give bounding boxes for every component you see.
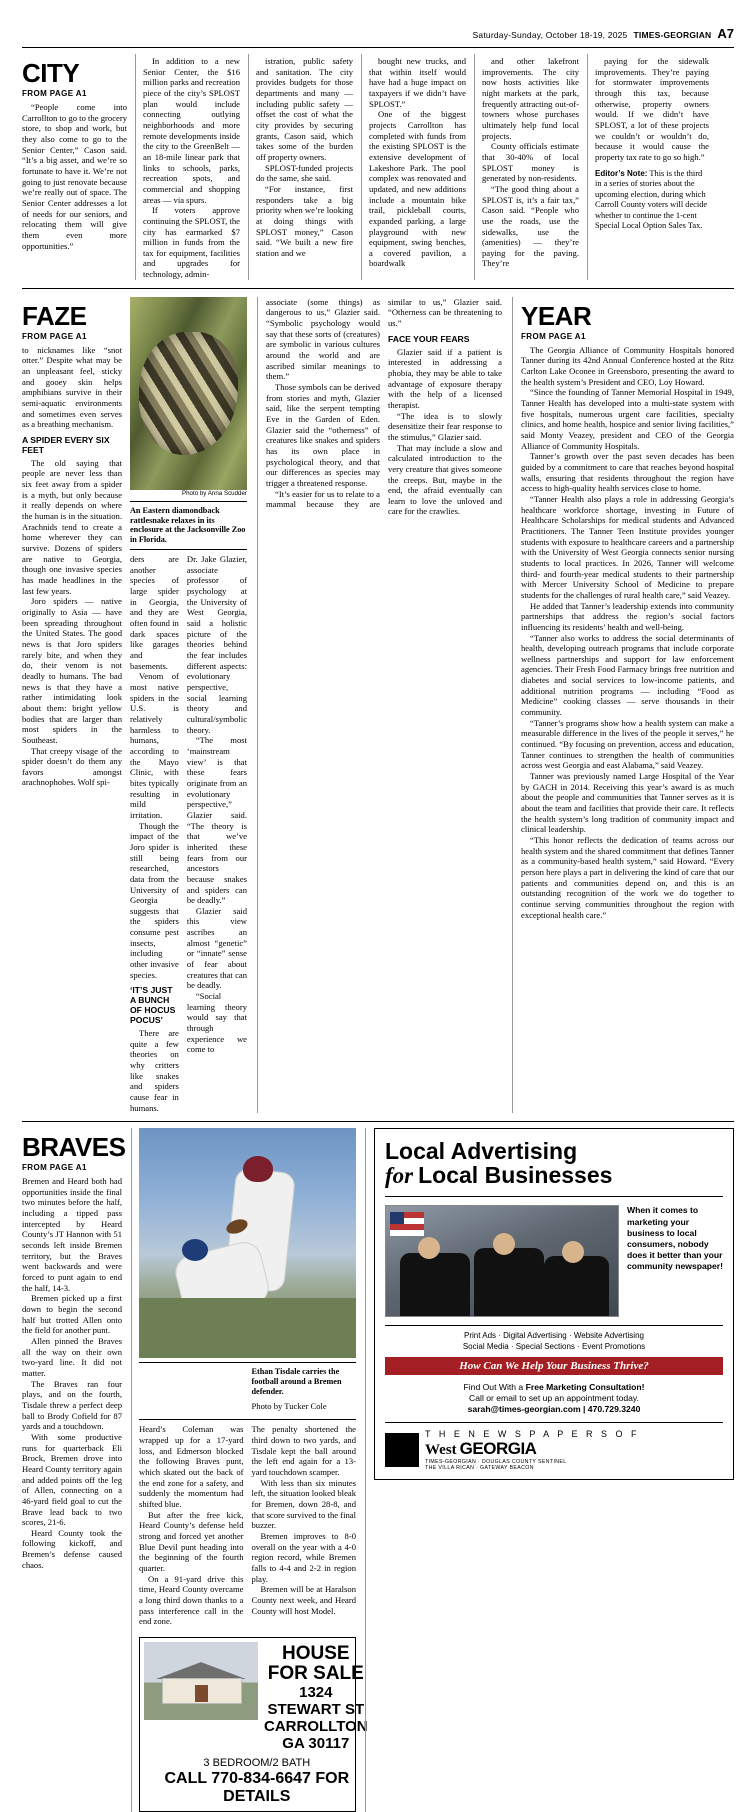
- city-jump-line: FROM PAGE A1: [22, 89, 87, 98]
- paragraph: associate (some things) as dangerous to us,” Glazier said. “Symbolic psychology would say that these sorts of (creatures) are symbolic in various cultures around the world and are ascribed similar meanings to them.”: [266, 296, 380, 382]
- paragraph: “The most ‘mainstream view’ is that these fears originate from an evolutionary perspective,” Glazier said. “The theory is that we’ve inherited these fears from our ancestors because snakes and spiders can be deadly.”: [186, 735, 247, 906]
- city-col1-text: [22, 102, 127, 251]
- city-bottom-rule: [22, 288, 734, 289]
- paragraph: “Tanner’s programs show how a health system can make a measurable difference in the lives of the people it serves,” he continued. “By focusing on prevention, access and education, Tanner continues to strengthen the health of communities across west Georgia and east Alabama,” said Veazey.: [521, 717, 734, 771]
- paragraph: Allen pinned the Braves all the way on their own two-yard line. It did not matter.: [22, 1336, 122, 1378]
- brand-west: West: [425, 1442, 457, 1459]
- lower-band: [22, 1128, 734, 1812]
- local-ad-sidebar-text: When it comes to marketing your business to local consumers, nobody does it better than your community newspaper!: [627, 1205, 723, 1272]
- editors-note-label: Editor’s Note:: [595, 168, 648, 178]
- paragraph: Bremen will be at Haralson County next week, and Heard County will host Model.: [251, 1584, 356, 1616]
- local-ad-title-2a: for: [385, 1163, 414, 1189]
- paragraph: The Georgia Alliance of Community Hospitals honored Tanner during its 42nd Annual Conference hosted at the Ritz Carlton Lake Oconee in Greensboro, presenting the award to the health system’s President and CEO, Loy Howard.: [521, 344, 734, 387]
- house-photo: [144, 1642, 258, 1720]
- paragraph: There are quite a few theories on why critters like snakes and spiders cause fear in humans.: [130, 1027, 179, 1113]
- city-col-3: [248, 54, 353, 280]
- paragraph: Though the impact of the Joro spider is still being researched, data from the University of Georgia suggests that the spiders consume pest insects, including other invasive species.: [130, 820, 179, 980]
- paragraph: Those symbols can be derived from stories and myth, Glazier said, like the serpent tempting Eve in the Garden of Eden. Glazier said the “otherness” of creatures like snakes and spiders has its own place in psychological theory, and that our differences as species may trigger a threatened response.: [266, 382, 380, 488]
- paragraph: The Braves ran four plays, and on the fourth, Tisdale threw a perfect deep ball to Brody Cofield for 87 yards and a touchdown.: [22, 1378, 122, 1432]
- band-bottom-rule: [22, 1121, 734, 1122]
- paragraph: Venom of most native spiders in the U.S. is relatively harmless to humans, according to the Mayo Clinic, with bites typically resulting in mild irritation.: [130, 671, 179, 820]
- local-ad-services-1: Print Ads · Digital Advertising · Website Advertising: [464, 1331, 644, 1341]
- paragraph: “Social learning theory would say that through experience we come to: [186, 991, 247, 1055]
- paragraph: Glazier said if a patient is interested in addressing a phobia, they may be able to take advantage of exposure therapy with the help of a licensed therapist.: [388, 346, 502, 410]
- brand-eyebrow: T H E N E W S P A P E R S O F: [425, 1429, 640, 1440]
- paragraph: Glazier said this view ascribes an almost “genetic” or “innate” sense of fear about creatures that can be deadly.: [186, 905, 247, 991]
- paragraph: That creepy visage of the spider doesn’t do them any favors amongst arachnophobes. Wolf spi-: [22, 745, 122, 788]
- year-jump-line: FROM PAGE A1: [521, 331, 586, 341]
- city-section: [22, 48, 734, 280]
- faze-jump-line: FROM PAGE A1: [22, 331, 87, 341]
- faze-subhead-3: FACE YOUR FEARS: [388, 333, 470, 344]
- paragraph: and other lakefront improvements. The city now hosts activities like night markets at the park, frequently attracting out-of-towners whose purchases ultimately help fund local projects.: [482, 56, 579, 141]
- brand-sub-1: TIMES-GEORGIAN · DOUGLAS COUNTY SENTINEL: [425, 1459, 567, 1466]
- paragraph: But after the free kick, Heard County’s defense held strong and forced yet another Blue Devil punt heading into the beginning of the fourth quarter.: [139, 1509, 244, 1573]
- faze-section: [22, 297, 247, 1113]
- faze-col-2: [130, 554, 179, 1113]
- paragraph: He added that Tanner’s leadership extends into community partnerships that address the region’s social factors influencing its residents’ health and well-being.: [521, 600, 734, 632]
- paragraph: If voters approve continuing the SPLOST, the city has earmarked $7 million in funds from the tax for equipment, facilities and upgrades for technology, admin-: [143, 205, 240, 280]
- paragraph: Tanner was previously named Large Hospital of the Year by GACH in 2014. Receiving this year’s award is as much about the people and communities that Tanner serves as it is about the team and facilities that provide their care. It reflects the health system’s long tradition of community impact and clinical leadership.: [521, 771, 734, 835]
- faze-col-3: [187, 554, 247, 1113]
- paragraph: Heard’s Coleman was wrapped up for a 17-yard loss, and Edmerson blocked the following Braves punt, which skated out the back of the end zone for a safety, and suddenly the momentum had shifted blue.: [139, 1424, 244, 1509]
- brand-lockup: [385, 1429, 723, 1471]
- paragraph: Heard County took the following kickoff, and Bremen’s defense caused chaos.: [22, 1527, 122, 1570]
- paragraph: With less than six minutes left, the situation looked bleak for Bremen, down 28-8, and that score survived to the final buzzer.: [251, 1477, 356, 1531]
- faze-subhead-2: ‘IT’S JUST A BUNCH OF HOCUS POCUS’: [130, 985, 176, 1026]
- local-ad-cta-line2: Call or email to set up an appointment today.: [469, 1393, 639, 1404]
- braves-section: [22, 1128, 126, 1812]
- masthead-paper: TIMES-GEORGIAN: [633, 30, 712, 40]
- local-advertising-ad[interactable]: [374, 1128, 734, 1480]
- local-advertising-ad-wrap: [365, 1128, 734, 1812]
- faze-subhead-1: A SPIDER EVERY SIX FEET: [22, 435, 110, 455]
- house-ad-cta[interactable]: CALL 770-834-6647 FOR DETAILS: [164, 1769, 350, 1805]
- local-ad-title-1: Local Advertising: [385, 1138, 578, 1165]
- braves-col-3: [252, 1424, 357, 1626]
- local-ad-cta-bold: Free Marketing Consultation!: [525, 1382, 645, 1393]
- paragraph: bought new trucks, and that within itself would have had a huge impact on taxpayers if we didn’t have SPLOST.”: [369, 56, 466, 109]
- paragraph: Tanner’s growth over the past seven decades has been guided by a commitment to care that reaches beyond hospital walls, ensuring that residents throughout the region have access to high-quality health services close to home.: [521, 451, 734, 494]
- local-ad-services-2: Social Media · Special Sections · Event Promotions: [462, 1342, 646, 1352]
- masthead-page-number: A7: [717, 26, 734, 41]
- paragraph: That may include a slow and calculated introduction to the very creature that gives someone the creeps. But, maybe in the end, the afraid eventually can learn to love the unloved and care for the crawlies.: [388, 442, 502, 517]
- paragraph: The old saying that people are never less than six feet away from a spider is a myth, but only because it really depends on where the human is in the situation. Arachnids tend to create a home wherever they can survive. Dozens of spiders are native to Georgia, though one invasive species has made headlines in the last few years.: [22, 457, 122, 596]
- paragraph: In addition to a new Senior Center, the $16 million parks and recreation piece of the city’s SPLOST plan would include connecting outlying neighborhoods and more remote developments inside the city to the GreenBelt — an 18-mile linear park that links to schools, parks, recreation spots, and commercial and shopping areas — via spurs.: [143, 56, 240, 205]
- city-col-6: [587, 54, 709, 280]
- paragraph: “Tanner also works to address the social determinants of health, developing outreach programs that include corporate wellness partnerships and support for law enforcement agencies. Their Fresh Food Farmacy brings free nutrition and diabetes and social services to low-income patients, and additional nutrition programs — including “Food as Medicine” cooking classes — serve thousands in their community.: [521, 632, 734, 718]
- paragraph: The penalty shortened the third down to two yards, and Tisdale kept the ball around the left end again for a 13-yard touchdown scamper.: [251, 1424, 356, 1477]
- paragraph: “People come into Carrollton to go to the grocery store, to shop and work, but they also come to go to the Senior Center,” Cason said. “It’s a big asset, and we’re so fortunate to have it. We’re not going to just renovate because we’re really out of space. The Senior Center addresses a lot of needs for our seniors, and relocating them will give them even more opportunities.”: [22, 102, 127, 251]
- city-col-4: [361, 54, 466, 280]
- city-col-2: [135, 54, 240, 280]
- paragraph: to nicknames like “snot otter.” Despite what may be an unpleasant feel, sticky and gooey skin helps amphibians survive in their semi-aquatic environments and sometimes even serves as a breathing mechanism.: [22, 344, 122, 430]
- paragraph: On a 91-yard drive this time, Heard County overcame a long third down thanks to a pass interference call in the end zone.: [139, 1573, 244, 1627]
- paragraph: “Since the founding of Tanner Memorial Hospital in 1949, Tanner Health has developed into a multi-state system with five hospitals, numerous urgent care facilities, specialty clinics, and home health, hospice and senior living facilities,” said Monty Veazey, president and CEO of the Georgia Alliance of Community Hospitals.: [521, 387, 734, 451]
- paragraph: Dr. Jake Glazier, associate professor of psychology at the University of West Georgia, said a holistic picture of the theories behind the fear includes different aspects: evolutionary perspective, social learning theory and cultural/symbolic theory.: [186, 554, 248, 735]
- paragraph: SPLOST-funded projects do the same, she said.: [256, 162, 353, 184]
- year-section: [512, 297, 734, 1113]
- braves-headline: BRAVES: [22, 1132, 126, 1163]
- brand-sub-2: THE VILLA RICAN · GATEWAY BEACON: [425, 1465, 534, 1472]
- staff-photo: [385, 1205, 619, 1317]
- paragraph: “The good thing about a SPLOST is, it’s a fair tax,” Cason said. “People who use the roads, use the sidewalks, use the (amenities) — they’re paying for the paving. They’re: [482, 183, 579, 269]
- house-ad-title: HOUSE FOR SALE: [267, 1642, 364, 1684]
- editors-note: [595, 169, 709, 232]
- paragraph: Bremen improves to 8-0 overall on the year with a 4-0 region record, while Bremen falls to 4-4 and 2-2 in region play.: [251, 1530, 356, 1584]
- snake-photo-credit: Photo by Anna Scudder: [181, 489, 247, 497]
- football-photo-credit: Photo by Tucker Cole: [251, 1400, 327, 1411]
- local-ad-contact[interactable]: sarah@times-georgian.com | 470.729.3240: [467, 1404, 641, 1415]
- paragraph: “This honor reflects the dedication of teams across our health system and the shared commitment that defines Tanner as a community-based health system,” said Howard. “Every person here plays a part in delivering the kind of care that our patients and communities depend on, and this is an outstanding recognition of the work we do together to continue serving communities throughout the region with exceptional health care.”: [521, 834, 734, 920]
- house-for-sale-ad[interactable]: [139, 1637, 368, 1812]
- faze-photo-block: [130, 297, 247, 1113]
- year-headline: YEAR: [521, 300, 592, 331]
- paragraph: County officials estimate that 30-40% of local SPLOST money is generated by non-residents.: [482, 141, 579, 184]
- house-ad-beds: 3 BEDROOM/2 BATH: [203, 1756, 311, 1769]
- football-photo-caption: Ethan Tisdale carries the football around a Bremen defender.: [251, 1367, 342, 1396]
- paragraph: Joro spiders — native originally to Asia — have been spreading throughout the United States. The good news is that Joro spiders rarely bite, and when they do, their venom is not deadly to humans. The bad news is that they have a rather intimidating look about them: bright yellow bodies that are larger than most spiders in the Southeast.: [22, 596, 122, 745]
- city-headline: CITY: [22, 58, 80, 88]
- year-text: [521, 345, 734, 920]
- paragraph: “The idea is to slowly desensitize their fear response to the stimulus,” Glazier said.: [388, 410, 502, 442]
- middle-band: [22, 297, 734, 1113]
- paragraph: Bremen picked up a first down to begin the second half but trotted Allen onto the field for another punt.: [22, 1293, 122, 1336]
- braves-col-1: [22, 1176, 122, 1570]
- snake-photo-caption: An Eastern diamondback rattlesnake relaxes in its enclosure at the Jacksonville Zoo in Florida.: [130, 505, 246, 545]
- snake-photo: [130, 297, 247, 490]
- faze-col-4: [257, 297, 502, 1113]
- braves-jump-line: FROM PAGE A1: [22, 1163, 87, 1173]
- braves-photo-block: [131, 1128, 368, 1812]
- paragraph: “It’s easier for us to relate to a mammal because they are similar to us,” Glazier said. “Otherness can be threatening to us.”: [266, 296, 502, 510]
- local-ad-title-2b: Local Businesses: [418, 1162, 613, 1189]
- paragraph: “Tanner Health also plays a role in addressing Georgia’s healthcare workforce shortage, investing in Future of Healthcare Scholarships for medical students and Advanced Practitioners. The Tanner Teen Institute provides younger students with exposure to healthcare careers and a partnership with the University of West Georgia connects senior nursing students to local practices. In 2026, Tanner will welcome third- and fourth-year medical students to their partnership with Mercer University School of Medicine to prepare students for the challenges of rural health care,” said Veazey.: [521, 493, 734, 600]
- city-col-5: [474, 54, 579, 280]
- braves-col-2: [139, 1424, 244, 1626]
- local-ad-cta-line1: Find Out With a Free Marketing Consultation!: [463, 1382, 645, 1393]
- city-col-1: [22, 54, 127, 280]
- paragraph: ders are another species of large spider in Georgia, and they are often found in dark spaces like garages and basements.: [130, 554, 179, 671]
- paragraph: paying for the sidewalk improvements. They’re paying for stormwater improvements through this tax, because otherwise, property owners would. If we didn’t have SPLOST, a lot of these projects we couldn’t or wouldn’t do, because it would cause the property tax rate to go so high.”: [595, 56, 709, 162]
- brand-georgia: GEORGIA: [459, 1439, 537, 1459]
- paragraph: istration, public safety and sanitation. The city provides budgets for those departments and many — including public safety — offset the cost of what the city provides by securing grants, Cason said, which takes some of the burden off property owners.: [256, 56, 353, 162]
- masthead: [22, 0, 734, 47]
- editors-note-text: This is the third in a series of stories about the upcoming election, during which Carroll County voters will decide whether to continue the 1-cent Special Local Option Sales Tax.: [595, 168, 708, 231]
- house-ad-address-2: CARROLLTON GA 30117: [264, 1718, 368, 1753]
- paragraph: One of the biggest projects Carrollton has completed with funds from the existing SPLOST is the extensive development of Lakeshore Park. The pool complex was renovated and updated, and new additions include a mountain bike trail, pickleball courts, expanded parking, a large playground with new equipment, swing benches, a covered pavilion, a boardwalk: [369, 109, 466, 269]
- local-ad-red-banner: How Can We Help Your Business Thrive?: [385, 1357, 723, 1375]
- house-ad-address-1: 1324 STEWART ST: [267, 1683, 365, 1718]
- paragraph: Bremen and Heard both had opportunities inside the final two minutes before the half, including a tipped pass intercepted by Heard County’s JT Hannon with 51 seconds left inside Bremen territory, but the Braves went backwards and were forced to punt again to end the half, 14-3.: [22, 1176, 122, 1293]
- paragraph: With some productive runs for quarterback Eli Brock, Bremen drove into Heard County territory again and added points off the leg of Allen, connecting on a 46-yard field goal to cut the Brave lead back to two scores, 21-6.: [22, 1431, 122, 1528]
- masthead-date: Saturday-Sunday, October 18-19, 2025: [472, 30, 628, 40]
- football-photo: [139, 1128, 356, 1358]
- paragraph: “For instance, first responders take a big priority when we’re looking at doing things with SPLOST money,” Cason said. “We built a new fire station and we: [256, 183, 353, 258]
- faze-headline: FAZE: [22, 300, 87, 331]
- faze-col-1: [22, 297, 122, 1113]
